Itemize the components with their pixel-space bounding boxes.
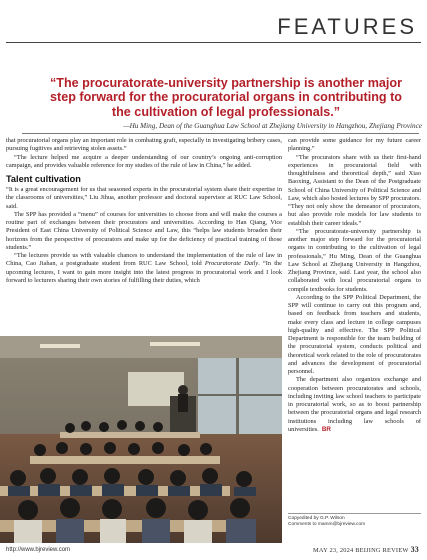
left-paragraph-1: that procuratorial organs play an important role in combating graft, especially in investigating bribery cases, pursuing fugitives and retrieving stolen assets.” <box>6 137 282 153</box>
publication-name: Procuratorate Daily <box>204 260 259 268</box>
right-paragraph-5-text: The department also organizes exchange and cooperation between procuratorates and schools, including inviting law school teachers to participate in procuratorial work, so as to boost partnership between the procuratorial organs and legal research institutions including law schools of universities. <box>288 376 421 433</box>
section-title: FEATURES <box>277 14 417 39</box>
header-rule <box>6 42 421 43</box>
comments-line: Comments to mamm@bjreview.com <box>288 522 366 527</box>
right-paragraph-5 <box>288 376 421 434</box>
left-paragraph-2: “The lecture helped me acquire a deeper understanding of our country’s ongoing anti-corruption campaign, and provides valuable reference for my studies of the rule of law in China,” he added. <box>6 153 282 169</box>
right-paragraph-2: “The procurators share with us their first-hand experiences in procuratorial field with thoughtfulness and theoretical depth,” said Xiao Baoxing, Assistant to the Dean of the Postgraduate School of China University of Political Science and Law, which also hosted lectures by SPP procurators. “They not only show the demeanor of procurators, but also provide role models for law students to establish their career ideals.” <box>288 153 421 227</box>
end-mark: BR <box>321 425 331 433</box>
page-number: 33 <box>410 545 419 554</box>
right-paragraph-4: According to the SPP Political Department, the SPP will continue to carry out this program and, based on feedback from teachers and students, make every class and lecture in college campuses high-quality and effective. The SPP Political Department is responsible for the team building of the procuratorial system, conducts political and theoretical work related to the role of procuratorates and advances the development of procuratorial personnel. <box>288 293 421 375</box>
issue-line: MAY 23, 2024 BEIJING REVIEW <box>312 547 409 554</box>
left-paragraph-4: The SPP has provided a “menu” of courses for universities to choose from and will make the courses a routine part of exchanges between their procurators and universities. According to Han Qiang, Vice President of East China University of Political Science and Law, this “helps law students broaden their horizons from the perspective of procurators and make up for the deficiency of practical training of those students.” <box>6 210 282 251</box>
pull-quote-rule <box>22 133 419 134</box>
right-paragraph-1: can provide some guidance for my future career planning.” <box>288 137 421 153</box>
lecture-hall-photo <box>0 336 282 543</box>
left-paragraph-5-start: “The lectures provide us with valuable chances to understand the implementation of the rule of law in China, Cao Jiahan, a postgraduate student from RUC Law School, told <box>6 252 282 268</box>
left-paragraph-3: “It is a great encouragement for us that seasoned experts in the procuratorial system share their expertise in the classrooms of universities,” Liu Jihua, another professor and doctoral supervisor at RUC Law School, said. <box>6 186 282 210</box>
pull-quote-attribution: —Hu Ming, Dean of the Guanghua Law School at Zhejiang University in Hangzhou, Zhejiang Province <box>123 122 422 130</box>
footer-url: http://www.bjreview.com <box>6 547 71 553</box>
footer-issue <box>313 545 419 554</box>
subheading-talent-cultivation: Talent cultivation <box>6 174 81 184</box>
right-paragraph-3: “The procuratorate-university partnership is another major step forward for the procuratorial organs in contributing to the cultivation of legal professionals,” Hu Ming, Dean of the Guanghua Law School at Zhejiang University in Hangzhou, Zhejiang Province, said. Last year, the school also collaborated with local procuratorial organs to compile textbooks for students. <box>288 227 421 293</box>
pull-quote: “The procuratorate-university partnership is another major step forward for the procuratorial organs in contributing to the cultivation of legal professionals.” <box>49 76 402 119</box>
lecture-hall-illustration <box>0 336 282 543</box>
copyedit-credit <box>288 513 421 528</box>
copyeditor-line: Copyedited by G.P. Wilson <box>288 516 345 521</box>
left-column <box>6 137 282 285</box>
left-paragraph-5-end: . “In the upcoming lectures, I want to gain more insight into the latest progress in procuratorial work and I look forward to lecturers sharing their own stories of fulfilling their duties, which <box>6 260 282 284</box>
right-column <box>288 137 421 434</box>
header-bar <box>0 0 427 44</box>
left-paragraph-5 <box>6 252 282 285</box>
